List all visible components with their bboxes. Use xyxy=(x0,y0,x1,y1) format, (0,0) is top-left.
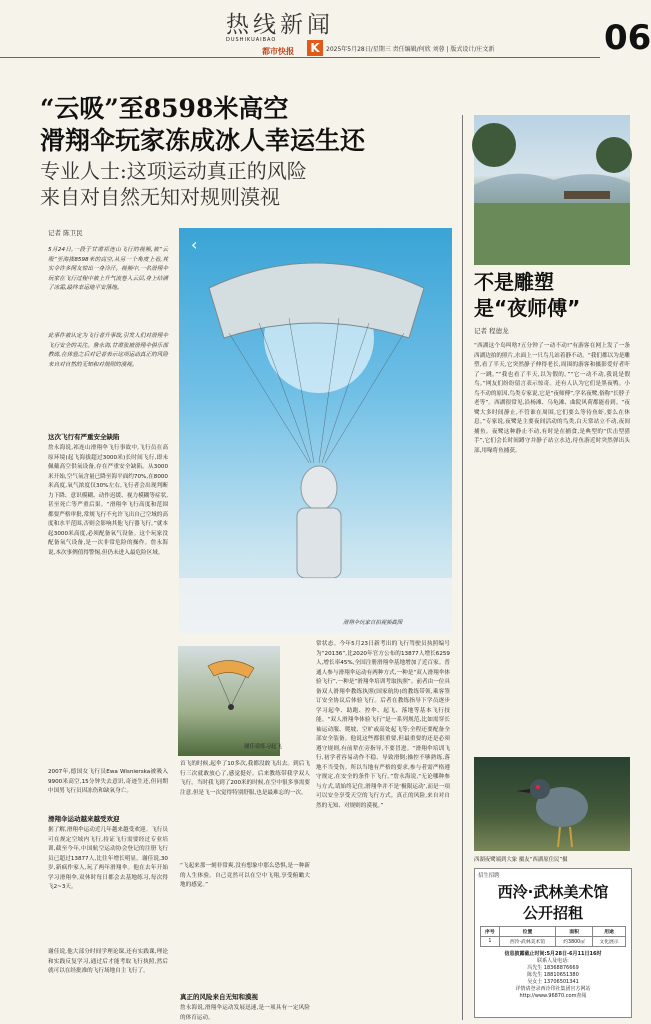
page-number: 06 xyxy=(604,18,651,58)
right-headline-2: 是“夜师傅” xyxy=(474,296,581,320)
ad-col-header: 面积 xyxy=(556,927,593,937)
ad-cell: 约3800㎡ xyxy=(556,937,593,947)
heron-illustration xyxy=(474,757,630,851)
paraglider-illustration xyxy=(179,228,452,633)
rental-notice xyxy=(474,868,632,1018)
ad-footer-3: 详情请登录西泠印社集团官方网站 xyxy=(515,986,591,992)
right-headline-1: 不是雕塑 xyxy=(474,270,554,294)
ad-table xyxy=(480,926,626,947)
paper-logo-icon: K xyxy=(307,40,323,56)
ad-contact-2: 陈先生 18810651380 xyxy=(527,972,579,978)
hero-caption: 滑翔伞玩家自拍视频截图 xyxy=(343,620,403,626)
ad-cell: 西泠·武林美术馆 xyxy=(499,937,556,947)
back-arrow-icon: ‹ xyxy=(191,235,198,254)
ad-col-header: 序号 xyxy=(481,927,500,937)
right-byline: 记者 程德龙 xyxy=(474,327,509,335)
header-divider xyxy=(0,57,600,58)
lead-paragraph-2: 此事件被认定为飞行者升事故,引发人们对滑翔伞飞行安全的关注。詹永海,甘肃张掖滑翔伞俱乐部教练,在体验之后对记者表示这项运动真正的风险来自对自然的无知和对规则的漠视。 xyxy=(48,333,168,368)
col3-body-2: “飞起来那一刻非常爽,没有想象中那么恐惧,是一种新的人生体验。自己竟然可以在空中飞翔,享受俯瞰大地的感觉。” xyxy=(180,863,310,888)
night-heron-photo xyxy=(474,757,630,851)
ad-footer-4[interactable]: http://www.96870.com查阅 xyxy=(519,993,587,999)
ad-cell: 1 xyxy=(481,937,500,947)
thumb-caption: 谢佳说练习起飞 xyxy=(244,744,282,750)
section-title: 热线新闻 xyxy=(226,12,334,38)
section-heading-1: 这次飞行有严重安全缺陷 xyxy=(48,433,120,441)
col3-body-3: 詹永海说,滑翔伞运动发展迅速,是一项具有一定风险的体育运动。 xyxy=(180,1005,310,1021)
byline: 记者 陈卫民 xyxy=(48,229,83,237)
subhead-1: 专业人士:这项运动真正的风险 xyxy=(40,159,307,183)
lead-paragraph: 5月24日,一段于甘肃祁连山飞行的视频,被“云吸”至海拔8598米的高空,从另一个角度上看,其实令许多网友惊出一身冷汗。视频中,一名滑翔伞玩家在飞行过程中被上升气流卷入云层,身上结满了冰霜,最终幸运地平安落地。 xyxy=(48,247,168,291)
ad-title-1: 西泠·武林美术馆 xyxy=(497,883,609,901)
col4-body: 常状态。今年5月23日新考出的飞行驾驶员执照编号为“20136”,比2020年官方公布的13877人增长6259人,增长率45%,全国注册滑翔伞基地增加了近百家。普通人参与滑翔伞运动有两种方式,一种是“双人滑翔伞体验飞行”,一种是“滑翔伞培训考取执照”。前者由一位具备双人滑翔伞教练执照(国家航协)的教练带领,乘客签订安全协议后体验飞行。后者在教练指导下学员逐步学习起伞、助跑、控伞、起飞、落地等基本飞行技能。“双人滑翔伞体验飞行”是一系列规范,比如需穿长袖运动服、爬坡、空旷或高处起飞等;全程还要配备全部安全装备。他说这些都很重要,但最重要的还是必须遵守规则,有前辈在旁指导,不要冒进。“滑翔伞培训飞行,初学者容易动作不稳、导致滑倒;操控不够熟练,落地不当受伤。所以当地有严格的要求,参与者需严格遵守规定,在安全的条件下飞行。”詹永海说,“无论哪种参与方式,请始终记住,滑翔伞并不是‘极限运动’,而是一项可以安全享受天空的飞行方式。真正的风险,来自对自然的无知、对规则的漠视。” xyxy=(316,641,450,809)
headline-2: 滑翔伞玩家冻成冰人幸运生还 xyxy=(40,126,366,155)
hero-photo xyxy=(179,228,452,633)
ad-col-header: 用途 xyxy=(593,927,626,937)
date-line: 2025年5月28日/星期三 责任编辑/何欣 刘蓉 | 版式设计/庄文新 xyxy=(326,46,495,53)
col3-body: 首飞的时候,起伞了10多次,我都没敢飞出去。到后飞行三次就敢放心了,感觉挺好。后来教练带我学双人飞行。当时我飞到了200米的时候,在空中很多事需要注意,但是飞一次觉得特别舒服,也是最难忘的一次。 xyxy=(180,761,310,796)
paraglider-wing-illustration xyxy=(178,646,280,756)
col1-body: 詹永海说,祁连山滑翔伞飞行事故中,飞行员在高原环境(起飞海拔超过3000米)长时间飞行,即未佩戴高空供氧设备,存在严重安全缺陷。从3000米开始,空气氧含量已降至海平面约70%,在8000米高度,氧气浓度仅30%左右,飞行者会出现判断力下降、意识模糊、动作迟缓、视力模糊等症状,甚至死亡等严重后果。“滑翔伞飞行高度和范围都要严格审批,常规飞行不允许飞出自己空域的高度和水平范围,否则会影响其他飞行器飞行。”就本起3000米高度,必须配备氧气设备。这个玩家没配备氧气设备,是一次非常危险的操作。詹永海说,本次事例值得警惕,但仍未进入最危险区域。 xyxy=(48,445,168,556)
bird-caption: 西湖夜鹭端到大象 摄友“西湖原住民”摄 xyxy=(474,857,568,863)
ad-footer-2: 联系人及电话: xyxy=(537,958,569,964)
col1-body-2: 2007年,德国女飞行员Ewa Wisnierska被吸入9900米高空,15分钟失去意识,奇迹生还,但同期中国男飞行员因冻伤和缺氧身亡。 xyxy=(48,769,168,794)
section-heading-2: 滑翔伞运动越来越受欢迎 xyxy=(48,815,120,823)
col1-body-3: 据了解,滑翔伞运动近几年越来越受欢迎。飞行员可在规定空域内飞行,持证飞行需要经过专业培训,截至今年,中国航空运动协会登记的注册飞行员已超过13877人,比往年增长明显。谢佳说,30岁,新疯作家人,玩了两年滑翔伞。他在去年开始学习滑翔伞,双休时每日都会去基地练习,每次得飞2~3天。 xyxy=(48,827,168,890)
training-photo xyxy=(178,646,280,756)
headline-1: “云吸”至8598米高空 xyxy=(40,94,289,123)
ad-title-2: 公开招租 xyxy=(522,904,583,922)
ad-col-header: 位置 xyxy=(499,927,556,937)
westlake-photo xyxy=(474,115,630,265)
col1-body-4: 谢佳说,他大部分时间学理论课,还有实践课,理论和实践反复学习,通过后才能考取飞行执照,然后就可以在经批准的飞行场地自主飞行了。 xyxy=(48,949,168,974)
ad-label: 招生招聘 xyxy=(478,873,500,879)
right-body: “西湖这个岛叫啥?五分钟了一动不动!”有游客在网上发了一条西湖边拍的照片,水面上一只鸟儿站着静不动。“我们都以为是雕塑,看了半天,它突然静子伸得老长,周围的游客和摄影爱好者吓了一跳。”“我也看了半天,以为假的。”“它一动不动,我说是假鸟。”网友们纷纷留言表示惊奇。还有人认为它们是黑夜鸭。小鸟不动的原因,鸟类专家说,它是“夜师傅”,学名夜鹭,俗称“长脖子老等”。西湖很常见,沿杨滩、乌龟滩、曲院风荷都能看到。“夜鹭大多时间静止,不管谁在周围,它们要么等待鱼虾,要么在休息。”专家说,夜鹭是主要夜间活动的鸟类,白天常站立不动,夜间捕鱼。夜鹭这种静止不动,有时是在捕食,是典型的“伏击型猎手”,它们会长时间蹲守并静子站立水边,待鱼游近时突然弹出头部,用喙将鱼捕获。 xyxy=(474,343,630,454)
ad-contact-3: 吴女士 13706501341 xyxy=(527,979,579,985)
subhead-2: 来自对自然无知对规则漠视 xyxy=(40,185,280,209)
paper-name: 都市快报 xyxy=(262,47,294,56)
ad-footer-1: 信息披露截止时间:5月28日-6月11日16时 xyxy=(504,951,602,957)
paper-pinyin: DUSHIKUAIBAO xyxy=(226,37,277,43)
ad-cell: 文化展示 xyxy=(593,937,626,947)
section-heading-3: 真正的风险来自无知和漠视 xyxy=(180,993,258,1001)
table-row xyxy=(481,937,626,947)
column-divider xyxy=(462,115,463,1020)
ad-contact-1: 冯先生 18368876669 xyxy=(527,965,579,971)
westlake-scene-illustration xyxy=(474,115,630,265)
